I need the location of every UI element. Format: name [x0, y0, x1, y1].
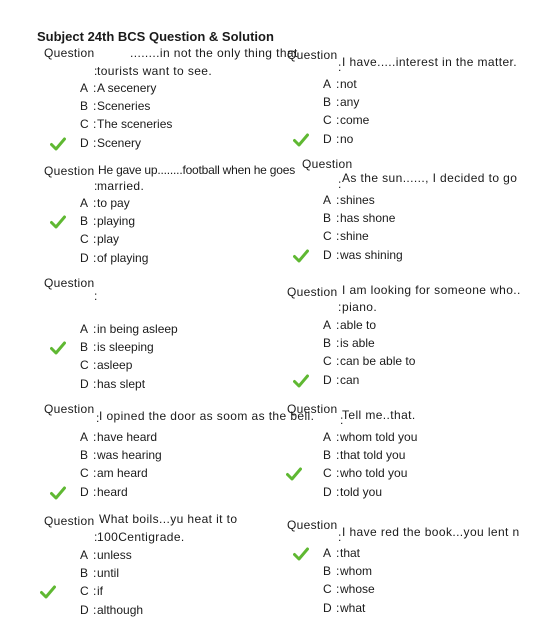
correct-check-icon	[50, 341, 66, 355]
answer-option[interactable]	[323, 229, 369, 245]
answer-option[interactable]	[80, 584, 103, 600]
option-letter: B	[323, 95, 332, 110]
answer-option[interactable]	[323, 211, 395, 227]
option-separator: :	[93, 117, 97, 132]
option-letter: A	[80, 430, 89, 444]
option-text: playing	[97, 214, 136, 229]
option-separator: :	[93, 81, 97, 95]
option-separator: :	[93, 196, 97, 210]
option-text: come	[340, 113, 370, 128]
option-separator: :	[93, 214, 97, 229]
option-text: A secenery	[97, 81, 157, 95]
option-letter: A	[323, 193, 332, 207]
correct-check-icon	[50, 486, 66, 500]
option-letter: C	[323, 466, 332, 481]
answer-option[interactable]	[323, 601, 365, 617]
option-text: what	[340, 600, 366, 615]
option-text: until	[97, 566, 120, 581]
option-separator: :	[336, 564, 340, 579]
option-text: whose	[340, 582, 375, 597]
answer-option[interactable]	[80, 196, 130, 212]
question-text: I have red the book...you lent n	[342, 525, 520, 539]
answer-option[interactable]	[80, 485, 128, 501]
answer-option[interactable]	[80, 377, 145, 393]
option-text: is able	[340, 336, 375, 351]
option-letter: C	[80, 466, 89, 481]
question-colon: :	[340, 413, 344, 427]
option-letter: D	[80, 602, 89, 617]
option-text: is sleeping	[97, 340, 154, 355]
answer-option[interactable]	[323, 354, 415, 370]
answer-option[interactable]	[323, 485, 382, 501]
option-text: The sceneries	[97, 117, 173, 132]
question-label: Question	[287, 518, 338, 532]
option-separator: :	[336, 484, 340, 499]
option-letter: B	[323, 336, 332, 351]
option-letter: C	[323, 582, 332, 597]
option-letter: A	[323, 318, 332, 332]
option-text: unless	[97, 548, 132, 562]
answer-option[interactable]	[80, 322, 178, 338]
option-separator: :	[93, 566, 97, 581]
option-letter: B	[80, 214, 89, 229]
answer-option[interactable]	[80, 566, 119, 582]
option-text: heard	[97, 484, 128, 499]
option-separator: :	[93, 466, 97, 481]
question-label: Question	[44, 164, 95, 178]
question-text: married.	[97, 179, 145, 193]
question-text: 100Centigrade.	[97, 530, 185, 544]
answer-option[interactable]	[323, 248, 403, 264]
option-separator: :	[336, 193, 340, 207]
question-text: I have.....interest in the matter.	[342, 55, 518, 69]
answer-option[interactable]	[80, 214, 135, 230]
question-colon: :	[338, 300, 342, 314]
question-text: tourists want to see.	[97, 64, 213, 78]
answer-option[interactable]	[323, 373, 359, 389]
option-separator: :	[336, 582, 340, 597]
answer-option[interactable]	[80, 232, 119, 248]
option-text: who told you	[340, 466, 408, 481]
option-text: can be able to	[340, 354, 416, 369]
question-text: What boils...yu heat it to	[99, 512, 238, 526]
answer-option[interactable]	[80, 603, 143, 619]
option-letter: D	[80, 484, 89, 499]
answer-option[interactable]	[80, 548, 132, 564]
option-letter: C	[80, 117, 89, 132]
option-letter: C	[323, 113, 332, 128]
option-letter: B	[80, 99, 89, 114]
option-letter: D	[323, 600, 332, 615]
option-text: if	[97, 584, 103, 599]
option-separator: :	[336, 466, 340, 481]
option-text: that	[340, 546, 361, 560]
question-colon: :	[338, 530, 342, 544]
option-text: in being asleep	[97, 322, 178, 336]
question-text: ........in not the only thing that	[130, 46, 298, 60]
option-separator: :	[93, 376, 97, 391]
option-letter: B	[80, 566, 89, 581]
option-letter: A	[323, 430, 332, 444]
question-label: Question	[44, 46, 95, 60]
answer-option[interactable]	[323, 318, 376, 334]
option-text: no	[340, 131, 354, 146]
option-separator: :	[336, 600, 340, 615]
correct-check-icon	[293, 374, 309, 388]
option-separator: :	[336, 430, 340, 444]
answer-option[interactable]	[80, 136, 141, 152]
option-separator: :	[93, 322, 97, 336]
answer-option[interactable]	[80, 117, 172, 133]
answer-option[interactable]	[323, 336, 375, 352]
answer-option[interactable]	[323, 582, 375, 598]
option-separator: :	[93, 358, 97, 373]
answer-option[interactable]	[80, 430, 157, 446]
option-separator: :	[93, 448, 97, 463]
question-colon: :	[338, 177, 342, 191]
question-colon: :	[94, 289, 98, 303]
question-colon: :	[94, 64, 98, 78]
option-letter: C	[80, 584, 89, 599]
question-text: As the sun......, I decided to go	[342, 171, 518, 185]
question-text: Tell me..that.	[342, 408, 416, 422]
option-letter: A	[80, 81, 89, 95]
option-separator: :	[93, 135, 97, 150]
option-text: not	[340, 77, 357, 91]
question-colon: :	[96, 411, 100, 425]
answer-option[interactable]	[323, 564, 372, 580]
question-colon: :	[94, 179, 98, 193]
option-separator: :	[93, 602, 97, 617]
option-separator: :	[336, 336, 340, 351]
question-label: Question	[302, 157, 353, 171]
option-letter: D	[323, 247, 332, 262]
option-separator: :	[93, 584, 97, 599]
answer-option[interactable]	[80, 81, 156, 97]
option-text: to pay	[97, 196, 130, 210]
correct-check-icon	[293, 547, 309, 561]
option-text: was shining	[340, 247, 403, 262]
option-separator: :	[93, 99, 97, 114]
answer-option[interactable]	[323, 466, 407, 482]
correct-check-icon	[40, 585, 56, 599]
option-separator: :	[93, 484, 97, 499]
option-letter: A	[323, 546, 332, 560]
option-text: of playing	[97, 250, 149, 265]
option-separator: :	[93, 430, 97, 444]
option-text: am heard	[97, 466, 148, 481]
answer-option[interactable]	[323, 193, 375, 209]
option-separator: :	[336, 211, 340, 226]
option-separator: :	[336, 131, 340, 146]
option-letter: A	[80, 196, 89, 210]
option-text: have heard	[97, 430, 158, 444]
option-separator: :	[336, 372, 340, 387]
option-letter: C	[323, 229, 332, 244]
answer-option[interactable]	[323, 77, 357, 93]
option-letter: B	[323, 564, 332, 579]
option-letter: D	[80, 250, 89, 265]
option-separator: :	[336, 318, 340, 332]
option-text: able to	[340, 318, 377, 332]
question-text: I opined the door as soom as the bell.	[99, 409, 315, 423]
option-letter: B	[80, 448, 89, 463]
option-letter: A	[80, 548, 89, 562]
answer-option[interactable]	[80, 358, 132, 374]
option-letter: D	[80, 135, 89, 150]
option-letter: D	[80, 376, 89, 391]
option-letter: C	[80, 358, 89, 373]
option-text: can	[340, 372, 360, 387]
answer-option[interactable]	[80, 99, 150, 115]
question-text: He gave up........football when he goes	[98, 163, 296, 177]
option-separator: :	[336, 113, 340, 128]
option-letter: B	[323, 211, 332, 226]
correct-check-icon	[50, 215, 66, 229]
option-text: has slept	[97, 376, 146, 391]
answer-option[interactable]	[323, 448, 405, 464]
question-colon: :	[94, 530, 98, 544]
answer-option[interactable]	[323, 95, 359, 111]
option-letter: D	[323, 372, 332, 387]
option-separator: :	[336, 95, 340, 110]
option-separator: :	[336, 229, 340, 244]
question-label: Question	[44, 514, 95, 528]
correct-check-icon	[293, 133, 309, 147]
option-text: whom told you	[340, 430, 418, 444]
option-text: shines	[340, 193, 375, 207]
option-letter: D	[323, 484, 332, 499]
option-text: has shone	[340, 211, 396, 226]
correct-check-icon	[293, 249, 309, 263]
option-text: play	[97, 232, 120, 247]
option-text: any	[340, 95, 360, 110]
option-text: although	[97, 602, 144, 617]
question-label: Question	[44, 276, 95, 290]
option-separator: :	[336, 77, 340, 91]
option-separator: :	[93, 548, 97, 562]
question-text: I am looking for someone who..	[342, 283, 521, 297]
option-letter: A	[323, 77, 332, 91]
option-separator: :	[336, 546, 340, 560]
option-letter: B	[80, 340, 89, 355]
option-letter: C	[80, 232, 89, 247]
question-label: Question	[287, 48, 338, 62]
option-text: asleep	[97, 358, 133, 373]
question-label: Question	[287, 285, 338, 299]
answer-option[interactable]	[80, 466, 148, 482]
option-separator: :	[336, 354, 340, 369]
option-letter: A	[80, 322, 89, 336]
question-text: piano.	[342, 300, 378, 314]
answer-option[interactable]	[80, 251, 148, 267]
answer-option[interactable]	[80, 448, 162, 464]
option-separator: :	[93, 232, 97, 247]
option-letter: B	[323, 448, 332, 463]
question-colon: :	[338, 60, 342, 74]
option-letter: C	[323, 354, 332, 369]
correct-check-icon	[286, 467, 302, 481]
option-separator: :	[93, 250, 97, 265]
answer-option[interactable]	[323, 132, 353, 148]
question-label: Question	[44, 402, 95, 416]
option-separator: :	[336, 448, 340, 463]
option-text: whom	[340, 564, 373, 579]
option-text: Sceneries	[97, 99, 151, 114]
answer-option[interactable]	[323, 430, 417, 446]
question-label: Question	[287, 402, 338, 416]
option-separator: :	[93, 340, 97, 355]
answer-option[interactable]	[80, 340, 154, 356]
option-separator: :	[336, 247, 340, 262]
option-text: that told you	[340, 448, 406, 463]
option-text: was hearing	[97, 448, 162, 463]
answer-option[interactable]	[323, 113, 369, 129]
option-letter: D	[323, 131, 332, 146]
option-text: Scenery	[97, 135, 142, 150]
option-text: told you	[340, 484, 383, 499]
correct-check-icon	[50, 137, 66, 151]
answer-option[interactable]	[323, 546, 360, 562]
page-title: Subject 24th BCS Question & Solution	[37, 29, 274, 44]
option-text: shine	[340, 229, 369, 244]
